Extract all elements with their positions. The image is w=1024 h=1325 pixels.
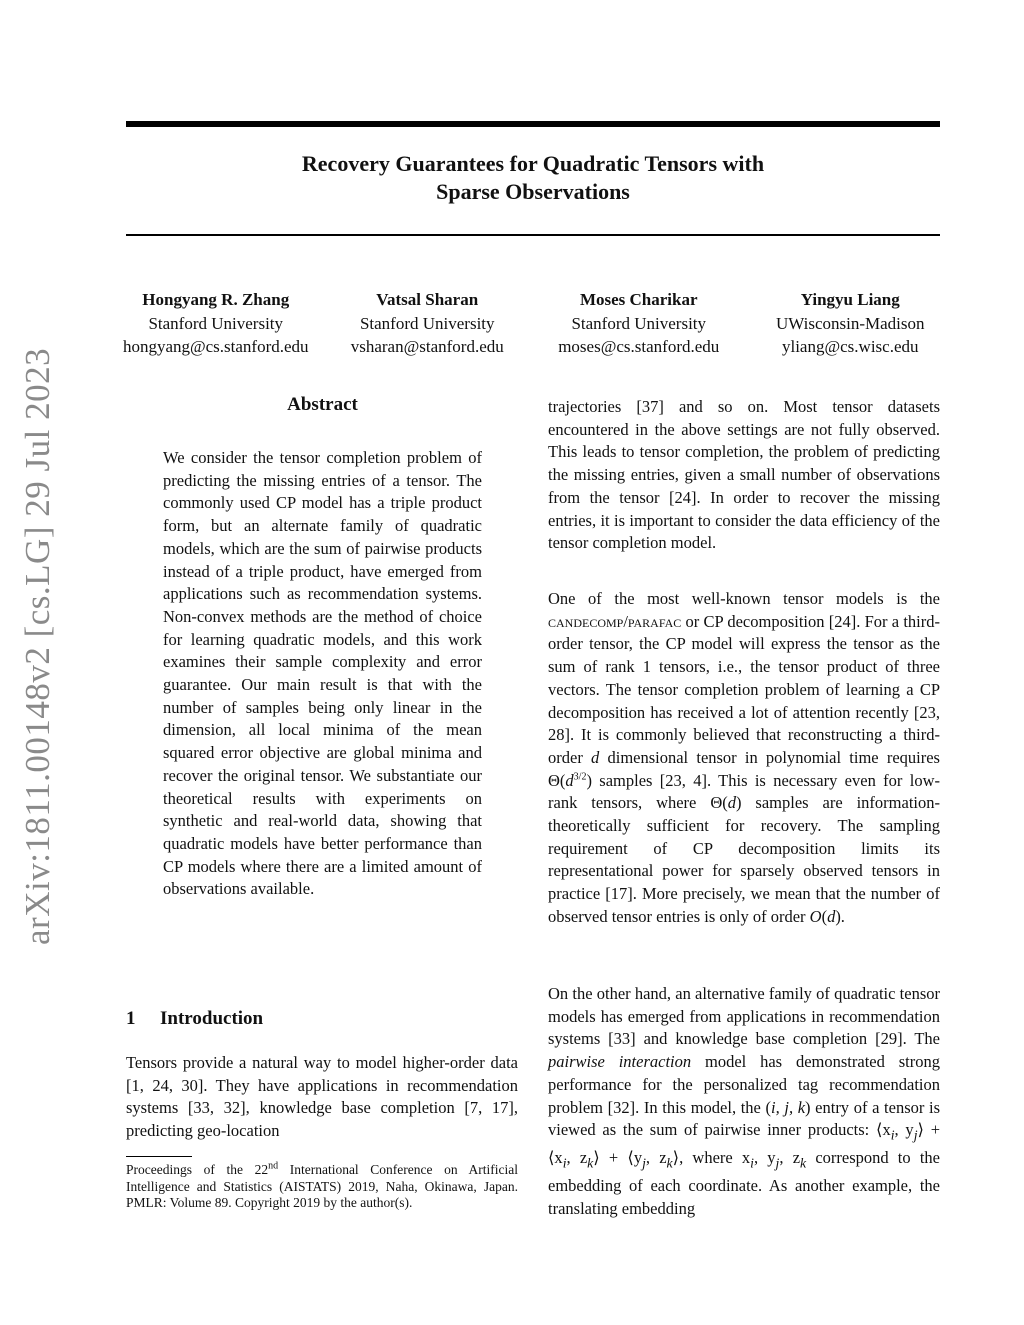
footnote-rule <box>126 1156 192 1157</box>
right-paragraph-2: One of the most well-known tensor models is the candecomp/parafac or CP decomposition [24]. For a third-order tensor, the CP model will express the tensor as the sum of rank 1 tensors, i.e., the tensor product of three vectors. The tensor completion problem of learning a CP decomposition has received a lot of attention recently [23, 28]. It is commonly believed that reconstructing a third-order d dimensional tensor in polynomial time requires $\Theta(d^{3/2})$ samples [23, 4]. This is necessary even for low-rank tensors, where Θ(d) samples are information-theoretically sufficient for recovery. The sampling requirement of CP decomposition limits its representational power for sparsely observed tensors in practice [17]. More precisely, we mean that the number of observed tensor entries is only of order O(d). <box>548 589 940 926</box>
section-heading-introduction <box>126 1008 263 1030</box>
author-affiliation: Stanford University <box>359 313 495 333</box>
author-affiliation: Stanford University <box>571 313 707 333</box>
title-bottom-rule <box>126 234 940 236</box>
title-line-2: Sparse Observations <box>436 179 630 204</box>
author-email: yliang@cs.wisc.edu <box>781 337 919 356</box>
author-affiliation: Stanford University <box>148 313 284 333</box>
footnote: Proceedings of the 22nd International Conference on Artificial Intelligence and Statistics (AISTATS) 2019, Naha, Okinawa, Japan. PMLR: Volume 89. Copyright 2019 by the author(s). <box>126 1160 518 1211</box>
right-paragraph-3: On the other hand, an alternative family of quadratic tensor models has emerged from applications in recommendation systems [33] and knowledge base completion [29]. The pairwise interaction model has demonstrated strong performance for the personalized tag recommendation problem [32]. In this model, the (i, j, k) entry of a tensor is viewed as the sum of pairwise inner products: $⟨x_i$, $y_j⟩$ + $⟨x_i$, $z_k⟩$ + $⟨y_j$, $z_k⟩$, where $x_i$, $y_j$, $z_k$ correspond to the embedding of each coordinate. As another example, the translating embedding <box>548 984 941 1218</box>
author-email: moses@cs.stanford.edu <box>558 337 720 356</box>
section-title: Introduction <box>160 1008 264 1029</box>
paper-title <box>126 150 940 206</box>
author-4 <box>745 288 957 359</box>
author-email: vsharan@stanford.edu <box>350 337 504 356</box>
section-number: 1 <box>126 1008 136 1029</box>
abstract-text: We consider the tensor completion problem of predicting the missing entries of a tensor. The commonly used CP model has a triple product form, but an alternate family of quadratic models, which are the sum of pairwise products instead of a triple product, have emerged from applications such as recommendation systems. Non-convex methods are the method of choice for learning quadratic models, and this work examines their sample complexity and error guarantee. Our main result is that with the number of samples being only linear in the dimension, all local minima of the mean squared error objective are global minima and recover the original tensor. We substantiate our theoretical results with experiments on synthetic and real-world data, showing that quadratic models have better performance than CP models where there are a limited amount of observations available. <box>163 448 482 899</box>
author-name: Hongyang R. Zhang <box>142 290 290 309</box>
author-name: Moses Charikar <box>579 290 698 309</box>
author-name: Vatsal Sharan <box>376 290 479 309</box>
author-email: hongyang@cs.stanford.edu <box>122 337 309 356</box>
author-1 <box>110 288 322 359</box>
author-affiliation: UWisconsin-Madison <box>775 313 925 333</box>
top-rule <box>126 121 940 127</box>
abstract-heading: Abstract <box>287 394 358 415</box>
title-line-1: Recovery Guarantees for Quadratic Tensors with <box>301 151 765 176</box>
author-3 <box>533 288 745 359</box>
arxiv-stamp: arXiv:1811.00148v2 [cs.LG] 29 Jul 2023 <box>18 347 57 945</box>
right-paragraph-1: trajectories [37] and so on. Most tensor datasets encountered in the above settings are not fully observed. This leads to tensor completion, the problem of predicting the missing entries, given a small number of observations from the tensor [24]. In order to recover the missing entries, it is important to consider the data efficiency of the tensor completion model. <box>548 397 940 553</box>
author-block <box>110 288 956 359</box>
intro-paragraph-1: Tensors provide a natural way to model higher-order data [1, 24, 30]. They have applications in recommendation systems [33, 32], knowledge base completion [7, 17], predicting geo-location <box>126 1053 518 1141</box>
author-2 <box>322 288 534 359</box>
author-name: Yingyu Liang <box>800 290 900 309</box>
